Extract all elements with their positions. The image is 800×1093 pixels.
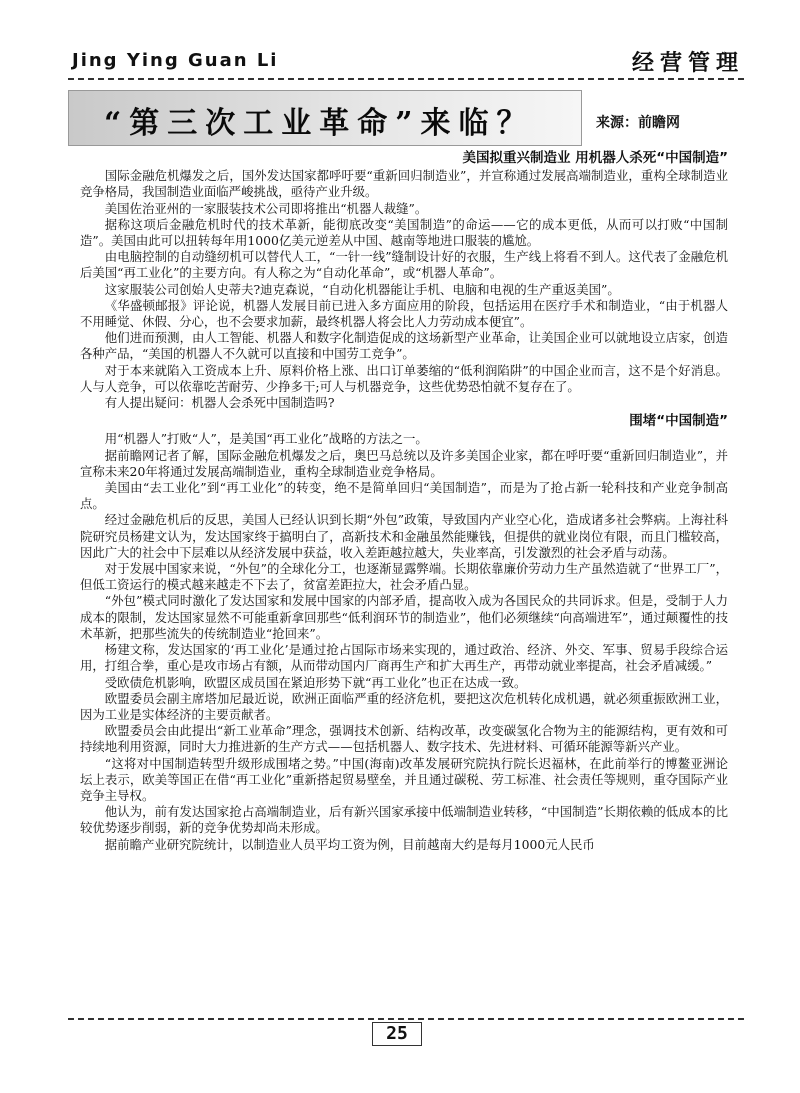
paragraph: 有人提出疑问：机器人会杀死中国制造吗?: [104, 395, 335, 411]
paragraph: 欧盟委员会由此提出“新工业革命”理念，强调技术创新、结构改革，改变碳氢化合物为主的能源结构，更有效和可持续地利用资源，同时大力推进新的生产方式——包括机器人、数字技术、先进材料、可循环能源等新兴产业。: [80, 723, 728, 755]
article-body: [80, 148, 728, 853]
paragraph: 杨建文称，发达国家的‘再工业化’是通过抢占国际市场来实现的，通过政治、经济、外交、军事、贸易手段综合运用，打组合拳，重心是攻市场占有额，从而带动国内厂商再生产和扩大再生产，再带动就业率提高，社会矛盾减缓。”: [80, 642, 728, 674]
paragraph: 国际金融危机爆发之后，国外发达国家都呼吁要“重新回归制造业”，并宣称通过发展高端制造业，重构全球制造业竞争格局，我国制造业面临严峻挑战，亟待产业升级。: [80, 168, 728, 200]
article-source: 来源：前瞻网: [596, 115, 680, 131]
section-heading: 围堵“中国制造”: [629, 413, 728, 430]
paragraph: 他认为，前有发达国家抢占高端制造业，后有新兴国家承接中低端制造业转移，“中国制造”长期依赖的低成本的比较优势逐步削弱，新的竞争优势却尚未形成。: [80, 804, 728, 836]
paragraph: 据前瞻产业研究院统计，以制造业人员平均工资为例，目前越南大约是每月1000元人民币: [104, 836, 595, 852]
footer-divider: [68, 1018, 744, 1020]
paragraph: 欧盟委员会副主席塔加尼最近说，欧洲正面临严重的经济危机，要把这次危机转化成机遇，就必须重振欧洲工业，因为工业是实体经济的主要贡献者。: [80, 690, 728, 722]
paragraph: 美国由“去工业化”到“再工业化”的转变，绝不是简单回归“美国制造”，而是为了抢占新一轮科技和产业竞争制高点。: [80, 480, 728, 512]
section-heading: 美国拟重兴制造业 用机器人杀死“中国制造”: [462, 150, 728, 166]
paragraph: 对于本来就陷入工资成本上升、原料价格上涨、出口订单萎缩的“低利润陷阱”的中国企业而言，这不是个好消息。人与人竞争，可以依靠吃苦耐劳、少挣多干;可人与机器竞争，这些优势恐怕就不复存在了。: [80, 362, 728, 394]
paragraph: 对于发展中国家来说，“外包”的全球化分工，也逐渐显露弊端。长期依靠廉价劳动力生产虽然造就了“世界工厂”，但低工资运行的模式越来越走不下去了，贫富差距拉大，社会矛盾凸显。: [80, 561, 728, 593]
section-title-header: 经营管理: [631, 51, 744, 76]
paragraph: 经过金融危机后的反思，美国人已经认识到长期“外包”政策，导致国内产业空心化，造成诸多社会弊病。上海社科院研究员杨建文认为，发达国家终于搞明白了，高新技术和金融虽然能赚钱，但提供的就业岗位有限，而且门槛较高，因此广大的社会中下层难以从经济发展中获益，收入差距越拉越大，失业率高，引发激烈的社会矛盾与动荡。: [80, 512, 728, 560]
paragraph: 这家服装公司创始人史蒂夫?迪克森说，“自动化机器能让手机、电脑和电视的生产重返美国”。: [104, 281, 620, 297]
paragraph: 他们进而预测，由人工智能、机器人和数字化制造促成的这场新型产业革命，让美国企业可以就地设立店家，创造各种产品，“美国的机器人不久就可以直接和中国劳工竞争”。: [80, 330, 728, 362]
paragraph: 美国佐治亚州的一家服装技术公司即将推出“机器人裁缝”。: [104, 200, 428, 216]
magazine-pinyin-header: Jing Ying Guan Li: [72, 50, 279, 71]
paragraph: 由电脑控制的自动缝纫机可以替代人工，“一针一线”缝制设计好的衣服，生产线上将看不到人。这代表了金融危机后美国“再工业化”的主要方向。有人称之为“自动化革命”，或“机器人革命”。: [80, 249, 728, 281]
paragraph: 受欧债危机影响，欧盟区成员国在紧迫形势下就“再工业化”也正在达成一致。: [104, 674, 527, 690]
paragraph: “这将对中国制造转型升级形成围堵之势。”中国(海南)改革发展研究院执行院长迟福林，在此前举行的博鳌亚洲论坛上表示，欧美等国正在借“再工业化”重新搭起贸易壁垒，并且通过碳税、劳工标准、社会责任等规则，重夺国际产业竞争主导权。: [80, 755, 728, 803]
paragraph: 《华盛顿邮报》评论说，机器人发展目前已进入多方面应用的阶段，包括运用在医疗手术和制造业，“由于机器人不用睡觉、休假、分心，也不会要求加薪，最终机器人将会比人力劳动成本便宜”。: [80, 297, 728, 330]
paragraph: “外包”模式同时激化了发达国家和发展中国家的内部矛盾，提高收入成为各国民众的共同诉求。但是，受制于人力成本的限制，发达国家显然不可能重新拿回那些“低利润环节的制造业”，他们必须继续“向高端进军”，通过颠覆性的技术革新，把那些流失的传统制造业“抢回来”。: [80, 593, 728, 641]
paragraph: 用“机器人”打败“人”，是美国“再工业化”战略的方法之一。: [104, 431, 428, 447]
paragraph: 据称这项后金融危机时代的技术革新，能彻底改变“美国制造”的命运——它的成本更低，从而可以打败“中国制造”。美国由此可以扭转每年用1000亿美元逆差从中国、越南等地进口服装的尴尬。: [80, 216, 728, 249]
paragraph: 据前瞻网记者了解，国际金融危机爆发之后，奥巴马总统以及许多美国企业家，都在呼吁要“重新回归制造业”，并宣称未来20年将通过发展高端制造业，重构全球制造业竞争格局。: [80, 447, 728, 479]
article-title: “第三次工业革命”来临？: [104, 106, 535, 141]
page-number: 25: [372, 1022, 422, 1046]
header-divider: [68, 78, 744, 80]
